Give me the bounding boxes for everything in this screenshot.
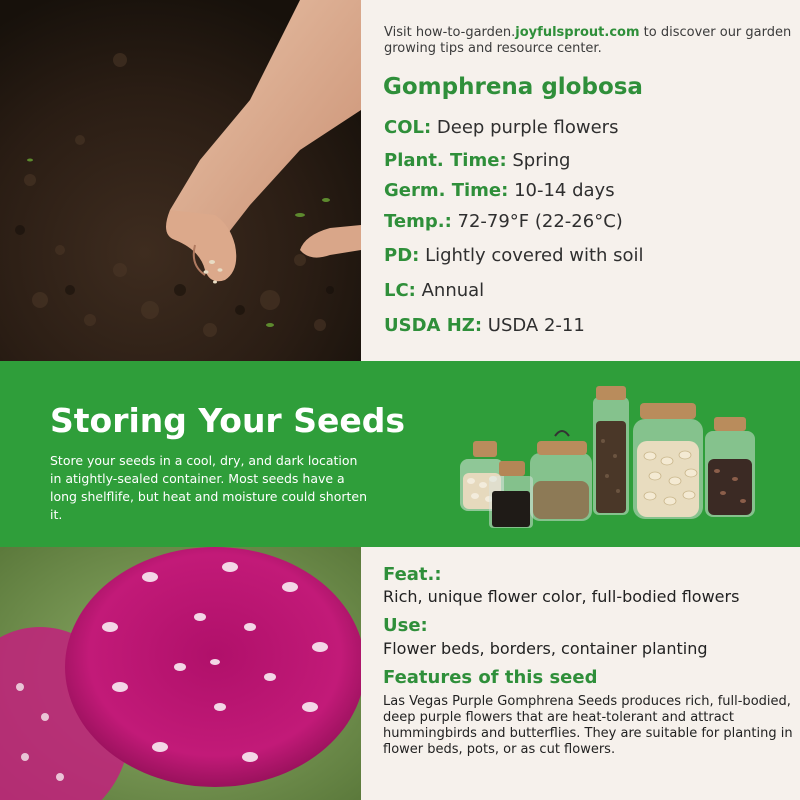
spec-key: PD: bbox=[384, 245, 420, 266]
spec-key: Plant. Time: bbox=[384, 150, 507, 171]
spec-value: 72-79°F (22-26°C) bbox=[451, 211, 623, 232]
features-panel bbox=[361, 547, 800, 800]
feat-text: Rich, unique flower color, full-bodied flowers bbox=[383, 587, 740, 606]
use-label: Use: bbox=[383, 615, 428, 636]
spec-life-cycle bbox=[384, 280, 484, 301]
use-text: Flower beds, borders, container planting bbox=[383, 639, 708, 658]
features-text: Las Vegas Purple Gomphrena Seeds produces rich, full-bodied, deep purple flowers that are heat-tolerant and attract hummingbirds and butterflies. They are suitable for planting in flower beds, pots, or as cut flowers. bbox=[383, 694, 793, 757]
spec-key: USDA HZ: bbox=[384, 315, 483, 336]
spec-color bbox=[384, 117, 618, 138]
visit-website-note bbox=[384, 25, 794, 57]
species-name: Gomphrena globosa bbox=[383, 74, 643, 100]
spec-key: Germ. Time: bbox=[384, 180, 509, 201]
gomphrena-flower-illustration bbox=[0, 547, 361, 800]
sowing-seeds-photo bbox=[0, 0, 361, 361]
features-label: Features of this seed bbox=[383, 667, 598, 688]
spec-key: COL: bbox=[384, 117, 432, 138]
feat-label: Feat.: bbox=[383, 564, 442, 585]
spec-value: USDA 2-11 bbox=[482, 315, 585, 336]
spec-value: 10-14 days bbox=[508, 180, 615, 201]
spec-germination-time bbox=[384, 180, 615, 201]
visit-suffix: to discover our garden growing tips and resource center. bbox=[384, 25, 792, 56]
spec-planting-time bbox=[384, 150, 570, 171]
sowing-seeds-illustration bbox=[0, 0, 361, 361]
gomphrena-flower-photo bbox=[0, 547, 361, 800]
visit-prefix: Visit how-to-garden. bbox=[384, 25, 516, 40]
seed-specs-panel bbox=[361, 0, 800, 361]
spec-value: Deep purple flowers bbox=[431, 117, 619, 138]
spec-key: LC: bbox=[384, 280, 416, 301]
storing-text: Store your seeds in a cool, dry, and dark location in atightly-sealed container. Most seeds have a long shelflife, but heat and moisture could shorten it. bbox=[50, 453, 368, 522]
storing-seeds-band bbox=[0, 361, 800, 547]
spec-key: Temp.: bbox=[384, 211, 452, 232]
spec-usda-zone bbox=[384, 315, 585, 336]
spec-value: Lightly covered with soil bbox=[419, 245, 644, 266]
storing-title: Storing Your Seeds bbox=[50, 401, 405, 440]
website-link[interactable]: joyfulsprout.com bbox=[515, 25, 640, 40]
spec-value: Spring bbox=[506, 150, 571, 171]
spec-planting-depth bbox=[384, 245, 644, 266]
seed-jars-image bbox=[455, 381, 765, 531]
spec-temperature bbox=[384, 211, 623, 232]
spec-value: Annual bbox=[415, 280, 485, 301]
